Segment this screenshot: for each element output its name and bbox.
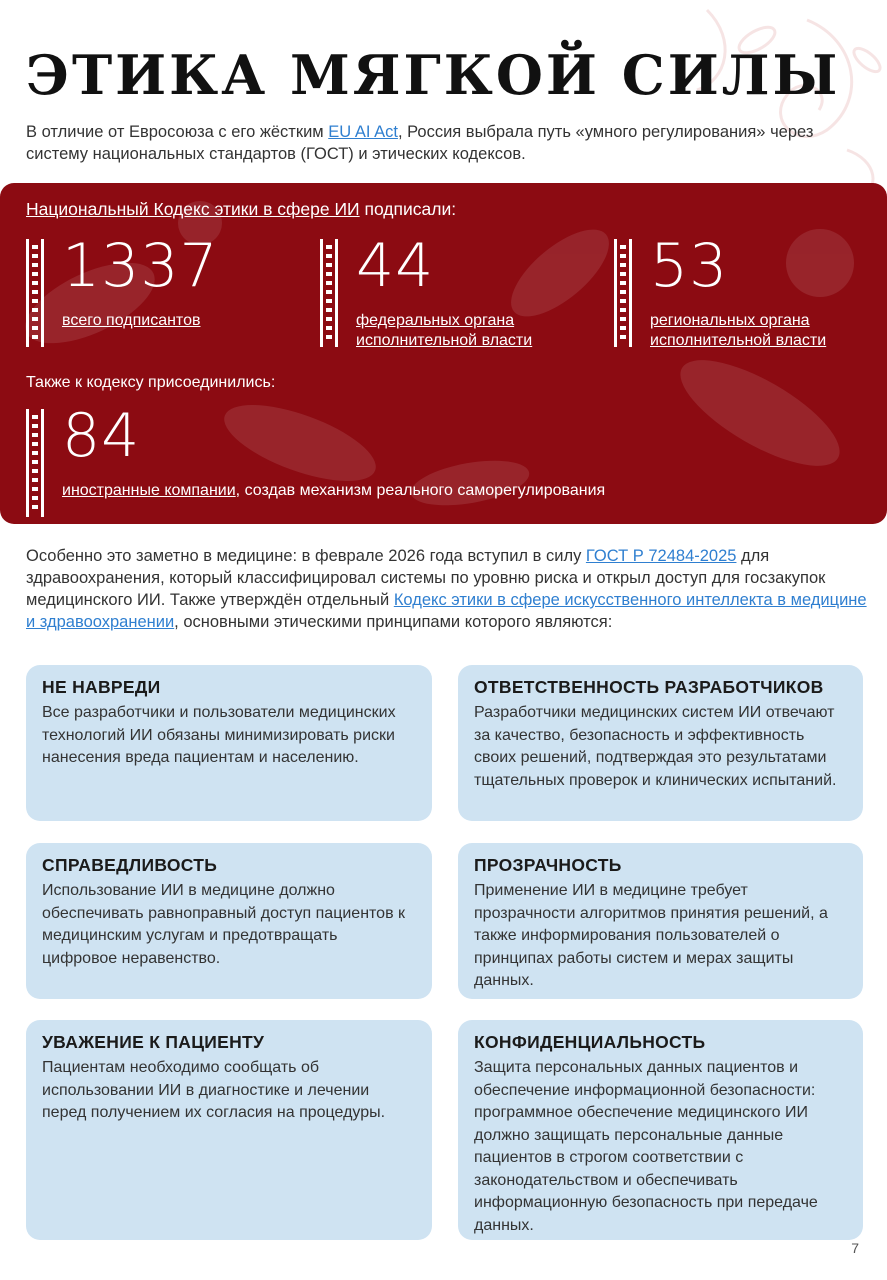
ornament-icon (26, 239, 44, 347)
principle-title: ОТВЕТСТВЕННОСТЬ РАЗРАБОТЧИКОВ (474, 677, 824, 697)
page-title: ЭТИКА МЯГКОЙ СИЛЫ (26, 43, 841, 107)
principle-text: Пациентам необходимо сообщать об использовании ИИ в диагностике и лечении перед получением их согласия на процедуры. (42, 1059, 386, 1121)
principle-card (26, 843, 432, 999)
principle-title: СПРАВЕДЛИВОСТЬ (42, 855, 218, 875)
ornament-icon (320, 239, 338, 347)
principle-title: ПРОЗРАЧНОСТЬ (474, 855, 622, 875)
ornament-icon (614, 239, 632, 347)
principle-text: Защита персональных данных пациентов и обеспечение информационной безопасности: программное обеспечение медицинского ИИ должно защищать персональные данные пациентов в строгом соответствии с законодательством и обеспечивать информационную безопасность при передаче данных. (474, 1059, 818, 1234)
eu-ai-act-link[interactable]: EU AI Act (328, 123, 398, 141)
ornament-icon (26, 409, 44, 517)
stat-value: 84 (62, 401, 141, 471)
stat-caption[interactable]: региональных органа исполнительной власти (650, 312, 827, 349)
principle-card (26, 665, 432, 821)
principle-card (458, 1020, 863, 1240)
stat-caption[interactable]: всего подписантов (62, 312, 201, 329)
medical-ethics-code-link[interactable]: Кодекс этики в сфере искусственного интеллекта в медицине и здравоохранении (26, 591, 867, 631)
stat-caption: иностранные компании, создав механизм реального саморегулирования (62, 482, 606, 499)
principle-card (26, 1020, 432, 1240)
principle-text: Разработчики медицинских систем ИИ отвечают за качество, безопасность и эффективность своих решений, подтверждая это результатами тщательных проверок и клинических испытаний. (474, 704, 837, 789)
stat-caption[interactable]: федеральных органа исполнительной власти (356, 312, 533, 349)
principle-card (458, 843, 863, 999)
ethics-code-link[interactable]: Национальный Кодекс этики в сфере ИИ (26, 199, 360, 219)
foreign-companies-link[interactable]: иностранные компании (62, 482, 236, 499)
principle-card (458, 665, 863, 821)
principle-text: Применение ИИ в медицине требует прозрачности алгоритмов принятия решений, а также информирования пользователей о принципах работы систем и мерах защиты данных. (474, 882, 828, 989)
signatories-panel (0, 183, 887, 524)
principle-text: Все разработчики и пользователи медицинских технологий ИИ обязаны минимизировать риски нанесения вреда пациентам и населению. (42, 704, 396, 766)
principle-title: НЕ НАВРЕДИ (42, 677, 161, 697)
page-number: 7 (851, 1240, 859, 1256)
principle-title: КОНФИДЕНЦИАЛЬНОСТЬ (474, 1032, 706, 1052)
intro-text: В отличие от Евросоюза с его жёстким EU AI Act, Россия выбрала путь «умного регулирования» через систему национальных стандартов (ГОСТ) и этических кодексов. (26, 123, 814, 163)
principle-text: Использование ИИ в медицине должно обеспечивать равноправный доступ пациентов к медицинским услугам и предотвращать цифровое неравенство. (42, 882, 406, 967)
gost-link[interactable]: ГОСТ Р 72484-2025 (585, 547, 737, 565)
also-joined-label: Также к кодексу присоединились: (26, 374, 276, 391)
panel-heading: Национальный Кодекс этики в сфере ИИ подписали: (26, 199, 457, 219)
medicine-paragraph: Особенно это заметно в медицине: в феврале 2026 года вступил в силу ГОСТ Р 72484-2025 для здравоохранения, который классифицировал системы по уровню риска и открыл доступ для госзакупок медицинского ИИ. Также утверждён отдельный Кодекс этики в сфере искусственного интеллекта в медицине и здравоохранении, основными этическими принципами которого являются: (26, 547, 867, 631)
stat-value: 53 (650, 231, 729, 301)
principle-title: УВАЖЕНИЕ К ПАЦИЕНТУ (42, 1032, 265, 1052)
stat-value: 44 (356, 231, 435, 301)
stat-value: 1337 (62, 231, 219, 301)
